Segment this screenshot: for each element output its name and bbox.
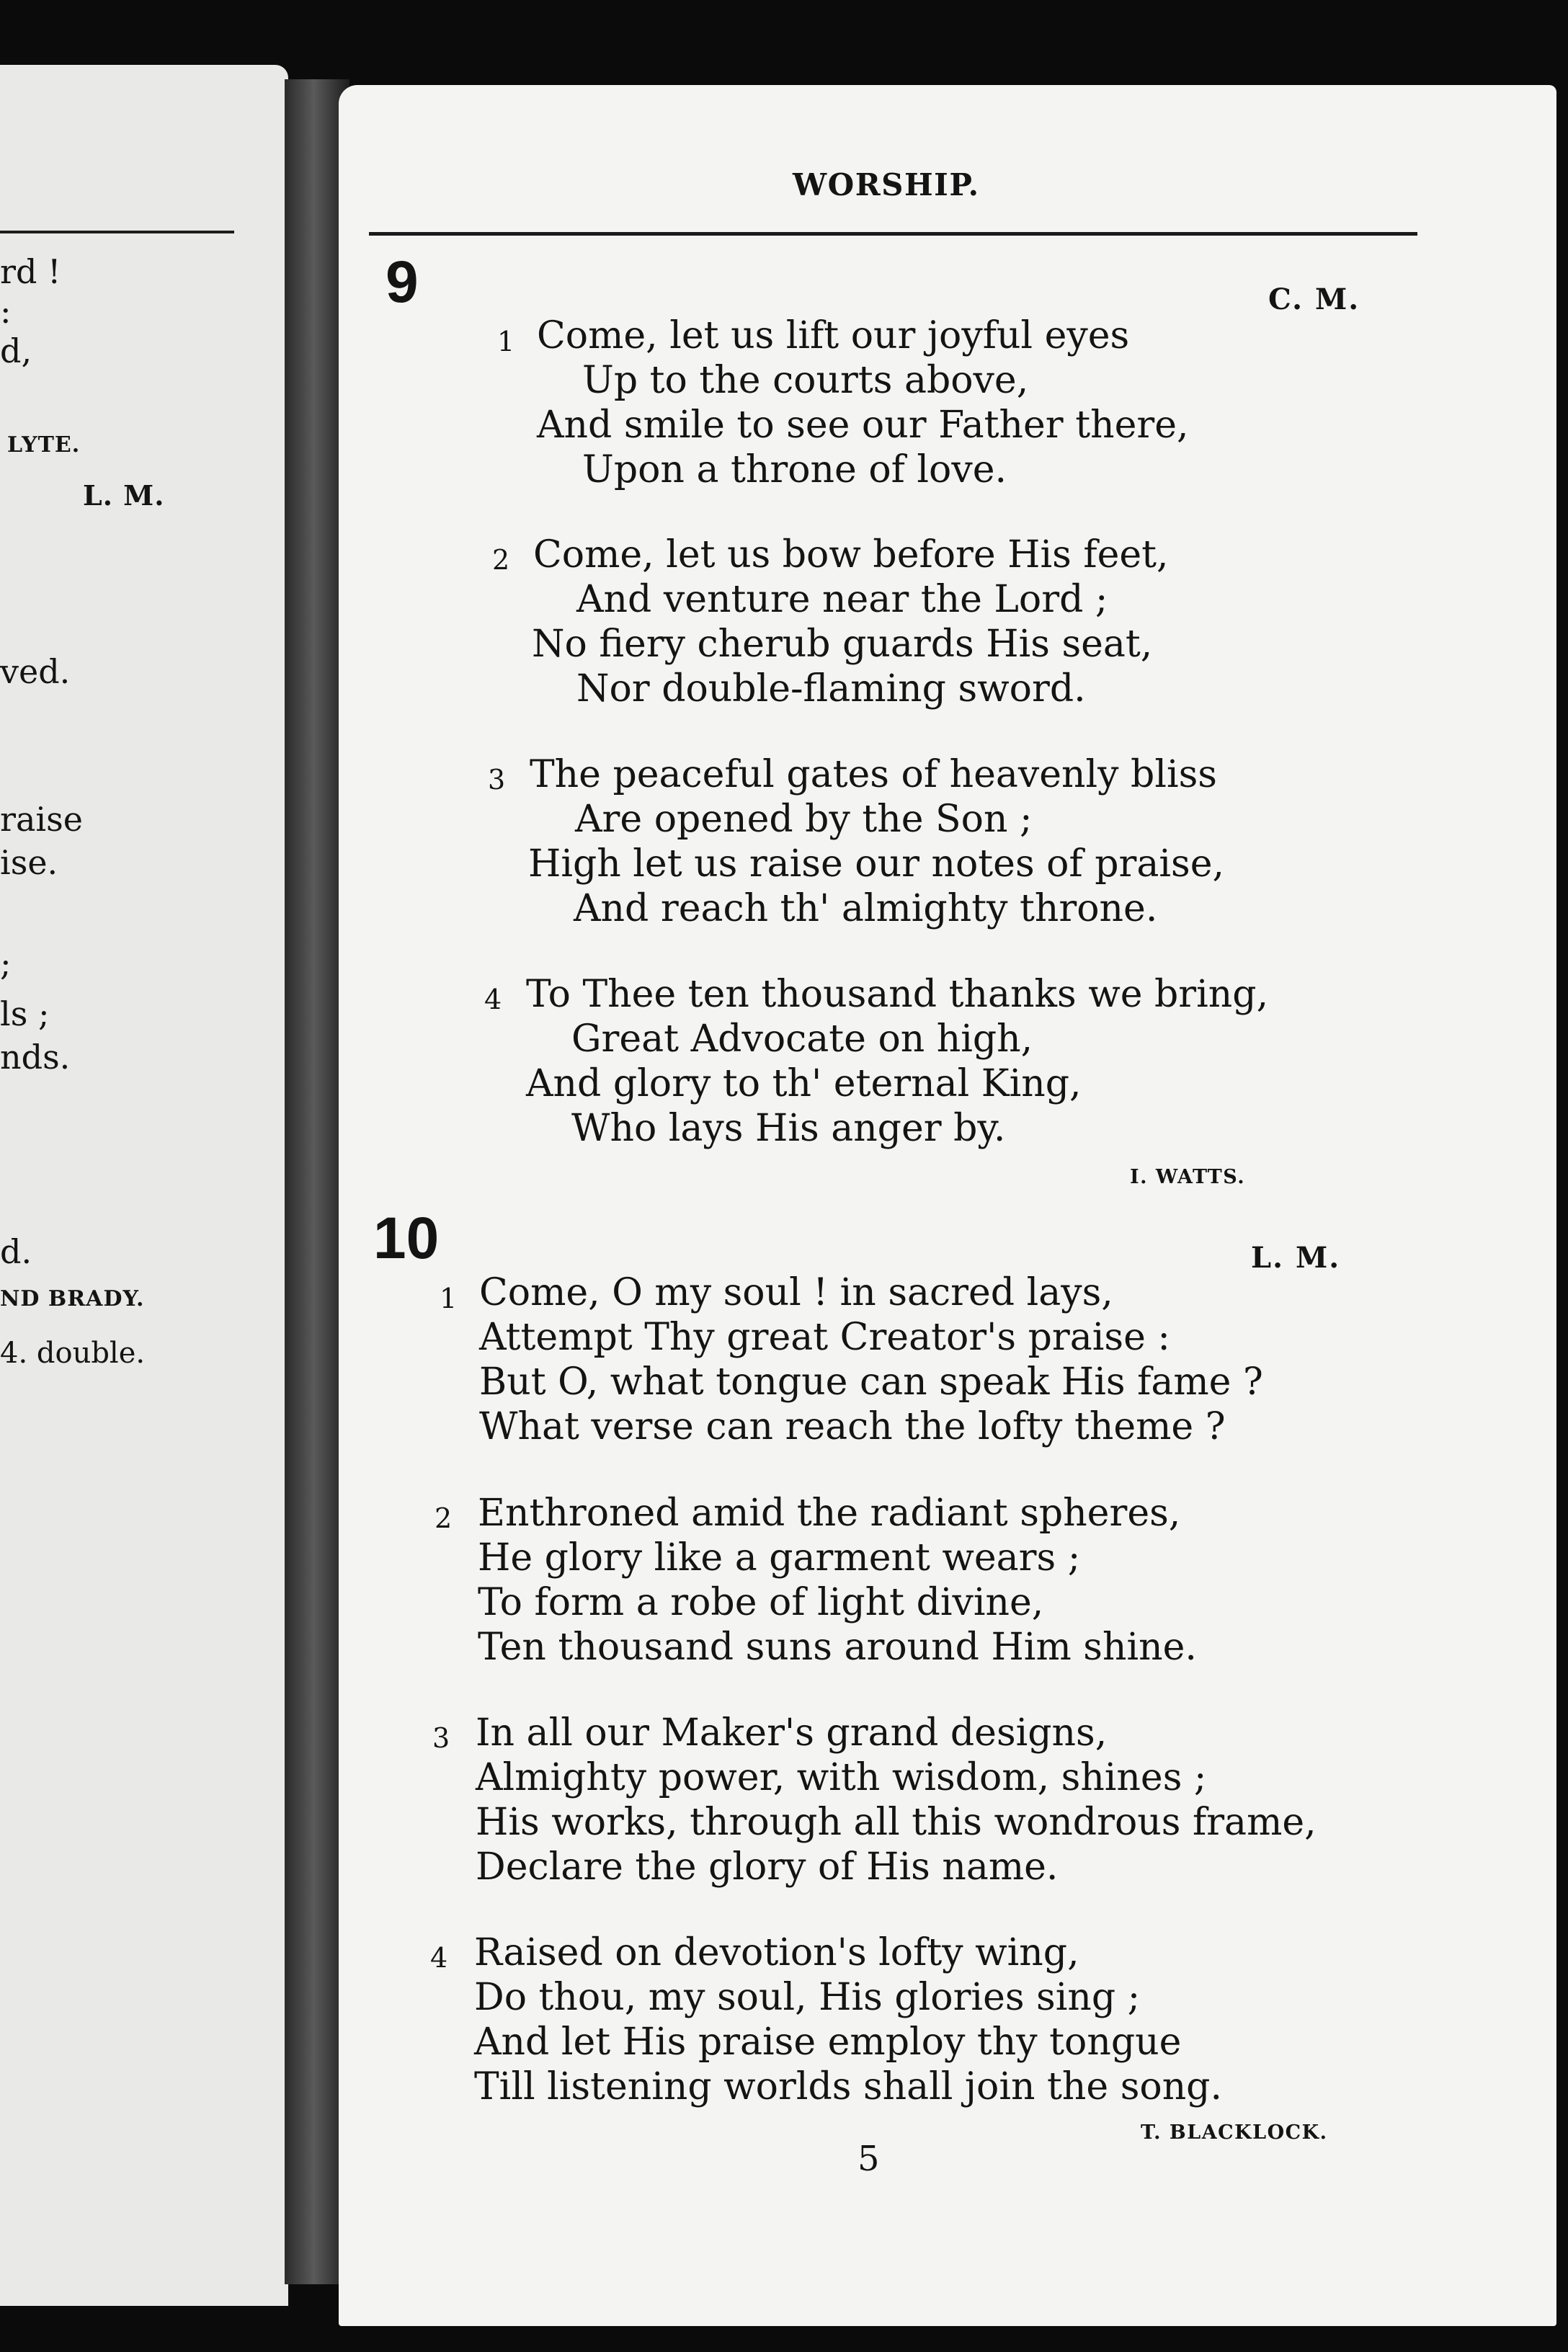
verse-line: And smile to see our Father there,	[537, 404, 1189, 447]
verse-line: Come, O my soul ! in sacred lays,	[479, 1271, 1113, 1314]
left-fragment: ved.	[0, 652, 71, 691]
left-fragment: rd !	[0, 252, 61, 291]
hymn-number: 10	[373, 1206, 440, 1271]
verse-number: 2	[492, 544, 510, 576]
verse-number: 2	[435, 1502, 453, 1534]
left-fragment: ise.	[0, 843, 58, 882]
verse-line: To Thee ten thousand thanks we bring,	[526, 973, 1269, 1016]
left-fragment: d,	[0, 331, 32, 370]
left-page	[0, 65, 288, 2306]
verse-line: And venture near the Lord ;	[576, 578, 1108, 621]
verse-line: The peaceful gates of heavenly bliss	[530, 753, 1217, 796]
verse-line: He glory like a garment wears ;	[478, 1536, 1081, 1580]
left-fragment: 4. double.	[0, 1337, 146, 1370]
left-fragment: raise	[0, 800, 83, 839]
page-number: 5	[858, 2139, 880, 2179]
verse-number: 1	[440, 1283, 458, 1314]
verse-line: Almighty power, with wisdom, shines ;	[476, 1756, 1207, 1799]
verse-number: 4	[430, 1942, 448, 1974]
verse-line: What verse can reach the lofty theme ?	[479, 1405, 1226, 1448]
verse-line: Attempt Thy great Creator's praise :	[479, 1316, 1170, 1359]
verse-line: Up to the courts above,	[582, 359, 1029, 402]
verse-line: And let His praise employ thy tongue	[474, 2021, 1182, 2064]
hymn-author: I. WATTS.	[1130, 1166, 1246, 1188]
hymn-author: T. BLACKLOCK.	[1141, 2121, 1328, 2144]
verse-number: 3	[488, 764, 506, 796]
verse-line: Declare the glory of His name.	[476, 1845, 1059, 1889]
verse-line: To form a robe of light divine,	[478, 1581, 1044, 1624]
hymn-number: 9	[386, 249, 419, 315]
verse-line: Who lays His anger by.	[571, 1107, 1006, 1150]
hymn-meter: C. M.	[1268, 282, 1360, 316]
left-fragment: ND BRADY.	[0, 1286, 145, 1311]
verse-line: Do thou, my soul, His glories sing ;	[474, 1976, 1141, 2019]
verse-line: In all our Maker's grand designs,	[476, 1711, 1108, 1755]
verse-line: But O, what tongue can speak His fame ?	[479, 1360, 1263, 1404]
verse-line: Till listening worlds shall join the song.	[474, 2065, 1222, 2108]
header-rule	[369, 232, 1417, 236]
left-fragment: ;	[0, 944, 12, 983]
verse-line: Come, let us bow before His feet,	[533, 533, 1169, 576]
running-head: WORSHIP.	[793, 167, 980, 202]
verse-number: 1	[497, 326, 515, 357]
left-fragment: ls ;	[0, 994, 50, 1033]
verse-line: Nor double-flaming sword.	[576, 667, 1086, 710]
left-fragment: LYTE.	[7, 432, 81, 458]
verse-line: And glory to th' eternal King,	[526, 1062, 1082, 1105]
left-fragment: :	[0, 292, 12, 331]
verse-line: No fiery cherub guards His seat,	[532, 623, 1153, 666]
verse-line: Ten thousand suns around Him shine.	[478, 1626, 1197, 1669]
verse-line: And reach th' almighty throne.	[574, 887, 1158, 930]
verse-number: 4	[484, 984, 502, 1015]
verse-line: High let us raise our notes of praise,	[528, 842, 1225, 886]
verse-line: Great Advocate on high,	[571, 1017, 1033, 1061]
left-fragment: nds.	[0, 1038, 71, 1077]
verse-line: Enthroned amid the radiant spheres,	[478, 1492, 1181, 1535]
verse-line: Are opened by the Son ;	[575, 798, 1033, 841]
verse-number: 3	[432, 1722, 450, 1754]
verse-line: Come, let us lift our joyful eyes	[537, 314, 1130, 357]
hymn-meter: L. M.	[1251, 1241, 1341, 1275]
verse-line: Raised on devotion's lofty wing,	[474, 1931, 1079, 1974]
verse-line: Upon a throne of love.	[582, 448, 1007, 491]
left-fragment: d.	[0, 1232, 32, 1271]
left-fragment: L. M.	[83, 479, 165, 512]
verse-line: His works, through all this wondrous frame,	[476, 1801, 1317, 1844]
left-page-rule	[0, 231, 234, 233]
